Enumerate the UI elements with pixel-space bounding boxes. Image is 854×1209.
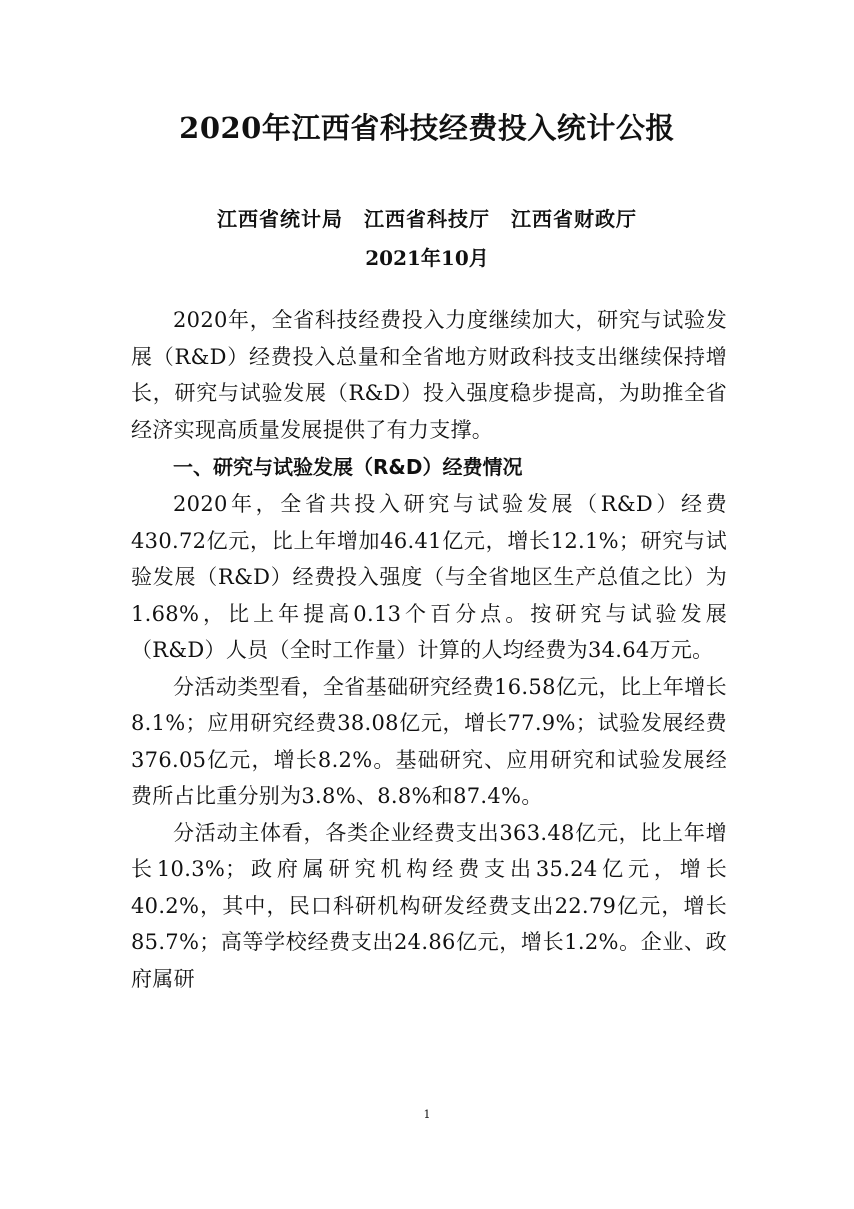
page-number: 1 xyxy=(423,1108,431,1121)
publication-date: 2021年10月 xyxy=(365,246,489,270)
document-body xyxy=(131,302,727,997)
body-paragraph: 分活动类型看，全省基础研究经费16.58亿元，比上年增长8.1%；应用研究经费38.08亿元，增长77.9%；试验发展经费376.05亿元，增长8.2%。基础研究、应用研究和试验发展经费所占比重分别为3.8%、8.8%和87.4%。 xyxy=(131,674,727,808)
body-paragraph: 分活动主体看，各类企业经费支出363.48亿元，比上年增长10.3%；政府属研究机构经费支出35.24亿元，增长40.2%，其中，民口科研机构研发经费支出22.79亿元，增长85.7%；高等学校经费支出24.86亿元，增长1.2%。企业、政府属研 xyxy=(131,820,727,991)
document-title: 2020年江西省科技经费投入统计公报 xyxy=(179,111,675,145)
body-paragraph: 2020年，全省共投入研究与试验发展（R&D）经费430.72亿元，比上年增加46.41亿元，增长12.1%；研究与试验发展（R&D）经费投入强度（与全省地区生产总值之比）为1.68%，比上年提高0.13个百分点。按研究与试验发展（R&D）人员（全时工作量）计算的人均经费为34.64万元。 xyxy=(131,492,727,662)
issuing-authorities: 江西省统计局 江西省科技厅 江西省财政厅 xyxy=(217,207,637,231)
section-heading: 一、研究与试验发展（R&D）经费情况 xyxy=(173,455,523,479)
intro-paragraph: 2020年，全省科技经费投入力度继续加大，研究与试验发展（R&D）经费投入总量和全省地方财政科技支出继续保持增长，研究与试验发展（R&D）投入强度稳步提高，为助推全省经济实现高质量发展提供了有力支撑。 xyxy=(131,308,727,442)
